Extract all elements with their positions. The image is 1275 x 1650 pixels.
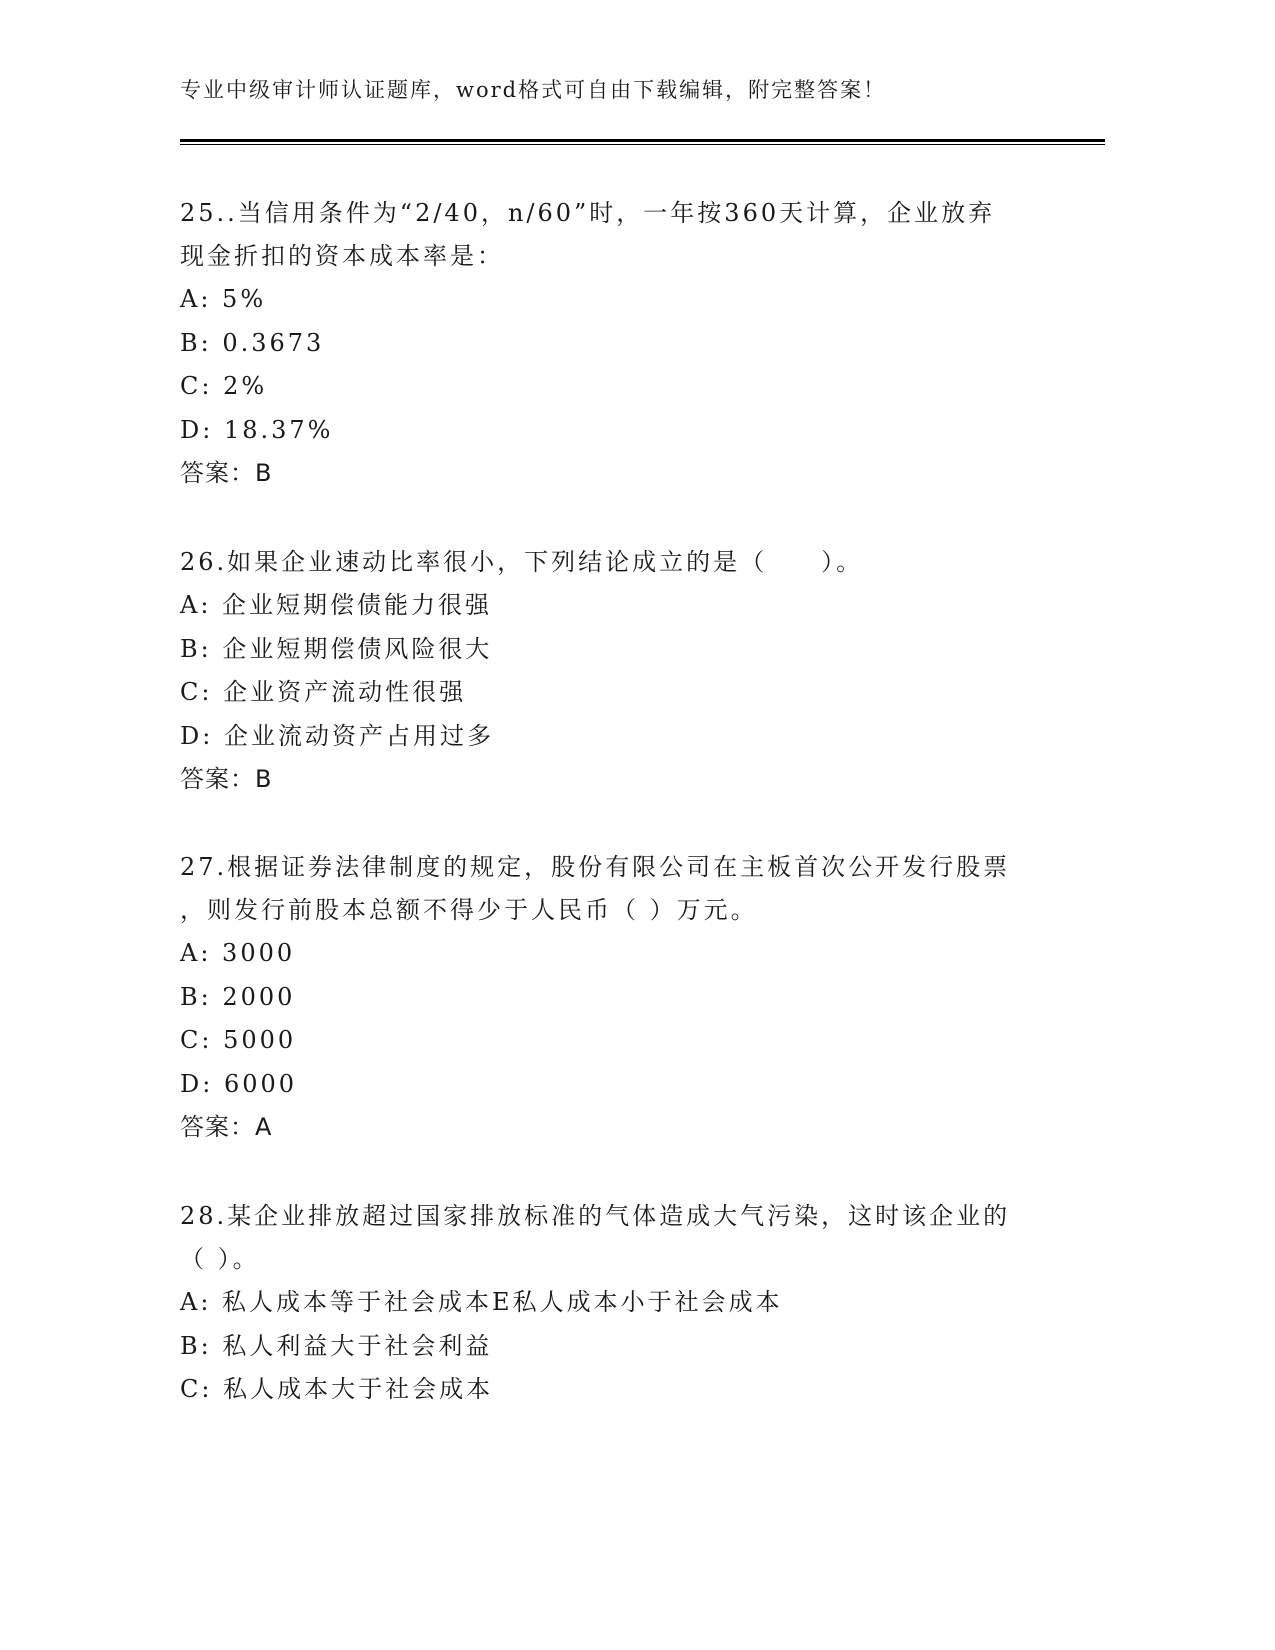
option-a: A: 3000 [180,939,296,967]
option-d: D: 18.37% [180,415,334,444]
header-rule-thin [180,144,1105,145]
option-c: C: 私人成本大于社会成本 [180,1375,494,1403]
option-a: A: 5% [180,285,267,313]
page-header: 专业中级审计师认证题库，word格式可自由下载编辑，附完整答案！ [180,78,887,102]
question-25 [180,192,1080,496]
option-d: D: 企业流动资产占用过多 [180,721,494,750]
answer: 答案：B [180,765,273,793]
option-a: A: 企业短期偿债能力很强 [180,591,493,619]
question-stem-line: 27.根据证券法律制度的规定，股份有限公司在主板首次公开发行股票 [180,853,1011,881]
question-28 [180,1195,1080,1412]
option-a: A: 私人成本等于社会成本E私人成本小于社会成本 [180,1288,783,1316]
option-b: B: 企业短期偿债风险很大 [180,634,493,663]
question-26 [180,541,1080,802]
option-d: D: 6000 [180,1069,298,1098]
question-stem-line: 26.如果企业速动比率很小，下列结论成立的是（ ）。 [180,548,864,576]
answer: 答案：B [180,459,273,487]
question-stem-line: 25..当信用条件为“2/40，n/60”时，一年按360天计算，企业放弃 [180,199,996,227]
option-c: C: 企业资产流动性很强 [180,678,467,706]
option-c: C: 5000 [180,1026,297,1054]
option-b: B: 私人利益大于社会利益 [180,1331,493,1360]
answer: 答案：A [180,1113,273,1141]
question-stem-line: 28.某企业排放超过国家排放标准的气体造成大气污染，这时该企业的 [180,1202,1011,1230]
option-c: C: 2% [180,372,268,400]
option-b: B: 2000 [180,982,296,1011]
question-stem-line: ，则发行前股本总额不得少于人民币（ ）万元。 [180,896,758,924]
question-27 [180,846,1080,1150]
header-rule-thick [180,139,1105,142]
question-stem-line: 现金折扣的资本成本率是： [180,242,504,270]
option-b: B: 0.3673 [180,328,325,357]
question-stem-line: （ ）。 [180,1245,260,1273]
